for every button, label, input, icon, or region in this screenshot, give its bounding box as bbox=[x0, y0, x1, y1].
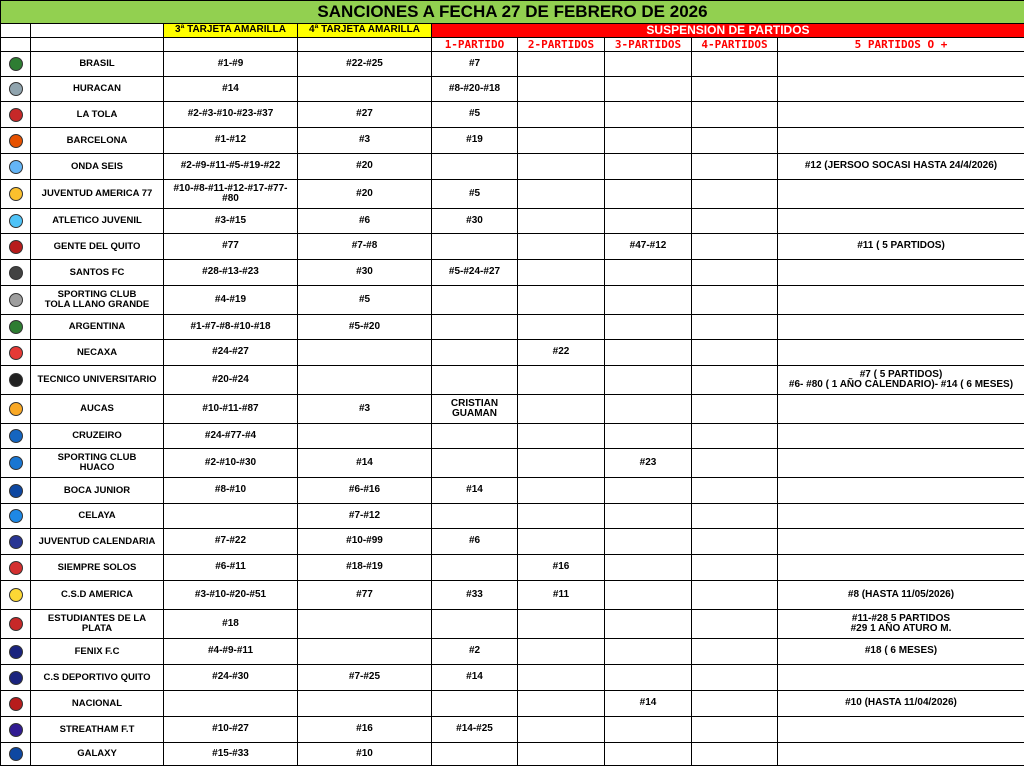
team-name: NECAXA bbox=[31, 340, 164, 366]
cell-p3 bbox=[605, 366, 692, 395]
team-crest-icon bbox=[9, 134, 23, 148]
team-name: SPORTING CLUB TOLA LLANO GRANDE bbox=[31, 286, 164, 315]
cell-p2 bbox=[518, 504, 605, 529]
cell-p1 bbox=[432, 286, 518, 315]
table-row bbox=[1, 340, 1024, 366]
cell-t4: #7-#8 bbox=[298, 234, 432, 260]
team-crest-icon bbox=[9, 535, 23, 549]
cell-t4: #10-#99 bbox=[298, 529, 432, 555]
cell-t4: #30 bbox=[298, 260, 432, 286]
table-row bbox=[1, 260, 1024, 286]
cell-p1 bbox=[432, 340, 518, 366]
cell-p4 bbox=[692, 581, 778, 610]
cell-t3: #8-#10 bbox=[164, 478, 298, 504]
cell-p2 bbox=[518, 102, 605, 128]
cell-t3: #1-#12 bbox=[164, 128, 298, 154]
cell-p5 bbox=[778, 180, 1024, 209]
cell-p3 bbox=[605, 154, 692, 180]
cell-p5 bbox=[778, 424, 1024, 449]
cell-p3: #23 bbox=[605, 449, 692, 478]
cell-p3 bbox=[605, 260, 692, 286]
cell-p3 bbox=[605, 529, 692, 555]
cell-t4: #10 bbox=[298, 743, 432, 766]
cell-p3: #47-#12 bbox=[605, 234, 692, 260]
header-4-partidos: 4-PARTIDOS bbox=[692, 38, 778, 52]
team-crest-icon bbox=[9, 645, 23, 659]
cell-p3 bbox=[605, 639, 692, 665]
table-row bbox=[1, 529, 1024, 555]
cell-p2 bbox=[518, 234, 605, 260]
team-name: LA TOLA bbox=[31, 102, 164, 128]
cell-p4 bbox=[692, 366, 778, 395]
cell-p3 bbox=[605, 504, 692, 529]
team-name: C.S DEPORTIVO QUITO bbox=[31, 665, 164, 691]
cell-t4 bbox=[298, 77, 432, 102]
header-1-partido: 1-PARTIDO bbox=[432, 38, 518, 52]
team-crest-icon bbox=[9, 617, 23, 631]
team-name: CRUZEIRO bbox=[31, 424, 164, 449]
cell-t3: #24-#77-#4 bbox=[164, 424, 298, 449]
cell-p3 bbox=[605, 128, 692, 154]
cell-p2 bbox=[518, 529, 605, 555]
cell-t4: #5-#20 bbox=[298, 315, 432, 340]
cell-t3: #20-#24 bbox=[164, 366, 298, 395]
team-crest-icon bbox=[9, 373, 23, 387]
team-name: SIEMPRE SOLOS bbox=[31, 555, 164, 581]
cell-p2 bbox=[518, 449, 605, 478]
team-name: CELAYA bbox=[31, 504, 164, 529]
team-crest-icon bbox=[9, 160, 23, 174]
cell-t4: #7-#25 bbox=[298, 665, 432, 691]
cell-p2 bbox=[518, 209, 605, 234]
cell-t4: #3 bbox=[298, 128, 432, 154]
cell-t4: #20 bbox=[298, 154, 432, 180]
team-name: AUCAS bbox=[31, 395, 164, 424]
cell-p1 bbox=[432, 691, 518, 717]
table-row bbox=[1, 717, 1024, 743]
cell-p4 bbox=[692, 180, 778, 209]
table-row bbox=[1, 639, 1024, 665]
table-row bbox=[1, 691, 1024, 717]
table-row bbox=[1, 209, 1024, 234]
cell-p1: #5-#24-#27 bbox=[432, 260, 518, 286]
cell-t3: #77 bbox=[164, 234, 298, 260]
cell-p5 bbox=[778, 77, 1024, 102]
cell-p3 bbox=[605, 478, 692, 504]
cell-p5 bbox=[778, 504, 1024, 529]
cell-t4 bbox=[298, 340, 432, 366]
cell-p5: #7 ( 5 PARTIDOS) #6- #80 ( 1 AÑO CALENDARIO)- #14 ( 6 MESES) bbox=[778, 366, 1024, 395]
cell-t3: #14 bbox=[164, 77, 298, 102]
cell-p1 bbox=[432, 449, 518, 478]
cell-p3: #14 bbox=[605, 691, 692, 717]
team-crest-icon bbox=[9, 82, 23, 96]
cell-p5 bbox=[778, 449, 1024, 478]
cell-p3 bbox=[605, 581, 692, 610]
cell-t4: #14 bbox=[298, 449, 432, 478]
cell-p2 bbox=[518, 154, 605, 180]
table-row bbox=[1, 504, 1024, 529]
cell-t4: #27 bbox=[298, 102, 432, 128]
cell-t4: #7-#12 bbox=[298, 504, 432, 529]
cell-p1: #5 bbox=[432, 180, 518, 209]
cell-p5 bbox=[778, 717, 1024, 743]
team-name: C.S.D AMERICA bbox=[31, 581, 164, 610]
table-row bbox=[1, 52, 1024, 77]
team-crest-icon bbox=[9, 747, 23, 761]
cell-p2 bbox=[518, 665, 605, 691]
cell-p3 bbox=[605, 717, 692, 743]
table-row bbox=[1, 665, 1024, 691]
cell-p1 bbox=[432, 366, 518, 395]
cell-t4: #5 bbox=[298, 286, 432, 315]
cell-t3: #24-#30 bbox=[164, 665, 298, 691]
cell-p4 bbox=[692, 154, 778, 180]
cell-t3: #10-#8-#11-#12-#17-#77-#80 bbox=[164, 180, 298, 209]
cell-p3 bbox=[605, 555, 692, 581]
table-row bbox=[1, 424, 1024, 449]
team-name: ARGENTINA bbox=[31, 315, 164, 340]
cell-p2: #16 bbox=[518, 555, 605, 581]
cell-p5 bbox=[778, 286, 1024, 315]
cell-p3 bbox=[605, 395, 692, 424]
cell-p1 bbox=[432, 610, 518, 639]
cell-p5: #11-#28 5 PARTIDOS #29 1 AÑO ATURO M. bbox=[778, 610, 1024, 639]
cell-p5 bbox=[778, 128, 1024, 154]
cell-p3 bbox=[605, 52, 692, 77]
team-crest-icon bbox=[9, 108, 23, 122]
cell-t3: #28-#13-#23 bbox=[164, 260, 298, 286]
table-row bbox=[1, 366, 1024, 395]
cell-t4: #20 bbox=[298, 180, 432, 209]
team-crest-icon bbox=[9, 240, 23, 254]
cell-t4: #6-#16 bbox=[298, 478, 432, 504]
cell-t4 bbox=[298, 639, 432, 665]
cell-t3: #6-#11 bbox=[164, 555, 298, 581]
cell-t4: #16 bbox=[298, 717, 432, 743]
cell-p2 bbox=[518, 610, 605, 639]
cell-p4 bbox=[692, 315, 778, 340]
team-crest-icon bbox=[9, 266, 23, 280]
cell-p1: CRISTIAN GUAMAN bbox=[432, 395, 518, 424]
table-row bbox=[1, 154, 1024, 180]
cell-p5: #18 ( 6 MESES) bbox=[778, 639, 1024, 665]
cell-p5 bbox=[778, 665, 1024, 691]
cell-p2 bbox=[518, 478, 605, 504]
cell-p2: #22 bbox=[518, 340, 605, 366]
cell-p2 bbox=[518, 717, 605, 743]
team-crest-icon bbox=[9, 456, 23, 470]
cell-p2 bbox=[518, 691, 605, 717]
cell-t3: #3-#15 bbox=[164, 209, 298, 234]
cell-p4 bbox=[692, 639, 778, 665]
table-row bbox=[1, 286, 1024, 315]
cell-p4 bbox=[692, 340, 778, 366]
cell-p4 bbox=[692, 717, 778, 743]
cell-t4: #3 bbox=[298, 395, 432, 424]
header-4th-yellow: 4ª TARJETA AMARILLA bbox=[298, 24, 432, 38]
cell-p5 bbox=[778, 395, 1024, 424]
cell-p1: #7 bbox=[432, 52, 518, 77]
table-row bbox=[1, 315, 1024, 340]
team-name: SPORTING CLUB HUACO bbox=[31, 449, 164, 478]
cell-t3: #4-#9-#11 bbox=[164, 639, 298, 665]
team-crest-icon bbox=[9, 214, 23, 228]
cell-p4 bbox=[692, 449, 778, 478]
cell-p2 bbox=[518, 128, 605, 154]
cell-p4 bbox=[692, 52, 778, 77]
cell-p4 bbox=[692, 260, 778, 286]
cell-p3 bbox=[605, 315, 692, 340]
cell-t4: #77 bbox=[298, 581, 432, 610]
table-row bbox=[1, 581, 1024, 610]
cell-p4 bbox=[692, 128, 778, 154]
cell-p5 bbox=[778, 315, 1024, 340]
cell-p1: #33 bbox=[432, 581, 518, 610]
cell-p4 bbox=[692, 478, 778, 504]
cell-p2 bbox=[518, 286, 605, 315]
team-name: GALAXY bbox=[31, 743, 164, 766]
cell-p1: #19 bbox=[432, 128, 518, 154]
team-crest-icon bbox=[9, 187, 23, 201]
cell-p1: #8-#20-#18 bbox=[432, 77, 518, 102]
table-row bbox=[1, 128, 1024, 154]
team-crest-icon bbox=[9, 509, 23, 523]
cell-t3: #3-#10-#20-#51 bbox=[164, 581, 298, 610]
cell-p5 bbox=[778, 555, 1024, 581]
table-row bbox=[1, 478, 1024, 504]
cell-p1: #30 bbox=[432, 209, 518, 234]
team-crest-icon bbox=[9, 57, 23, 71]
page-title: SANCIONES A FECHA 27 DE FEBRERO DE 2026 bbox=[1, 1, 1024, 24]
cell-p5 bbox=[778, 102, 1024, 128]
cell-t3: #4-#19 bbox=[164, 286, 298, 315]
cell-t3: #15-#33 bbox=[164, 743, 298, 766]
cell-p3 bbox=[605, 424, 692, 449]
team-name: FENIX F.C bbox=[31, 639, 164, 665]
team-name: TECNICO UNIVERSITARIO bbox=[31, 366, 164, 395]
cell-p4 bbox=[692, 395, 778, 424]
cell-p2 bbox=[518, 77, 605, 102]
cell-p4 bbox=[692, 555, 778, 581]
cell-p1: #14 bbox=[432, 665, 518, 691]
table-row bbox=[1, 180, 1024, 209]
team-crest-icon bbox=[9, 588, 23, 602]
cell-p3 bbox=[605, 340, 692, 366]
cell-t4 bbox=[298, 366, 432, 395]
cell-t4: #6 bbox=[298, 209, 432, 234]
cell-p1 bbox=[432, 154, 518, 180]
table-row bbox=[1, 234, 1024, 260]
cell-t4: #18-#19 bbox=[298, 555, 432, 581]
cell-t3: #7-#22 bbox=[164, 529, 298, 555]
cell-p4 bbox=[692, 424, 778, 449]
cell-t4 bbox=[298, 691, 432, 717]
team-name: JUVENTUD CALENDARIA bbox=[31, 529, 164, 555]
cell-t4 bbox=[298, 424, 432, 449]
cell-p5: #12 (JERSOO SOCASI HASTA 24/4/2026) bbox=[778, 154, 1024, 180]
table-row bbox=[1, 610, 1024, 639]
table-row bbox=[1, 77, 1024, 102]
team-crest-icon bbox=[9, 429, 23, 443]
table-row bbox=[1, 395, 1024, 424]
cell-p5 bbox=[778, 478, 1024, 504]
team-name: BARCELONA bbox=[31, 128, 164, 154]
cell-t4: #22-#25 bbox=[298, 52, 432, 77]
cell-p5: #10 (HASTA 11/04/2026) bbox=[778, 691, 1024, 717]
cell-p3 bbox=[605, 286, 692, 315]
team-crest-icon bbox=[9, 697, 23, 711]
cell-p2 bbox=[518, 315, 605, 340]
cell-t3: #10-#27 bbox=[164, 717, 298, 743]
cell-t3: #1-#7-#8-#10-#18 bbox=[164, 315, 298, 340]
cell-t3 bbox=[164, 504, 298, 529]
cell-p1 bbox=[432, 315, 518, 340]
cell-p4 bbox=[692, 234, 778, 260]
team-crest-icon bbox=[9, 484, 23, 498]
cell-t3: #1-#9 bbox=[164, 52, 298, 77]
header-suspension: SUSPENSION DE PARTIDOS bbox=[432, 24, 1024, 38]
cell-p4 bbox=[692, 102, 778, 128]
cell-t3: #10-#11-#87 bbox=[164, 395, 298, 424]
team-crest-icon bbox=[9, 402, 23, 416]
header-5-partidos: 5 PARTIDOS O + bbox=[778, 38, 1024, 52]
cell-p3 bbox=[605, 209, 692, 234]
team-name: ATLETICO JUVENIL bbox=[31, 209, 164, 234]
cell-p1: #6 bbox=[432, 529, 518, 555]
team-name: BOCA JUNIOR bbox=[31, 478, 164, 504]
header-3rd-yellow: 3ª TARJETA AMARILLA bbox=[164, 24, 298, 38]
cell-p4 bbox=[692, 529, 778, 555]
cell-p3 bbox=[605, 610, 692, 639]
team-name: NACIONAL bbox=[31, 691, 164, 717]
cell-p1: #14-#25 bbox=[432, 717, 518, 743]
cell-p5 bbox=[778, 260, 1024, 286]
cell-p2 bbox=[518, 260, 605, 286]
cell-p5 bbox=[778, 52, 1024, 77]
team-crest-icon bbox=[9, 561, 23, 575]
cell-p2 bbox=[518, 180, 605, 209]
cell-p5: #11 ( 5 PARTIDOS) bbox=[778, 234, 1024, 260]
cell-p1: #5 bbox=[432, 102, 518, 128]
team-name: JUVENTUD AMERICA 77 bbox=[31, 180, 164, 209]
cell-p3 bbox=[605, 180, 692, 209]
cell-p4 bbox=[692, 610, 778, 639]
cell-p1 bbox=[432, 555, 518, 581]
cell-p5 bbox=[778, 340, 1024, 366]
cell-p1 bbox=[432, 234, 518, 260]
cell-p1: #2 bbox=[432, 639, 518, 665]
team-crest-icon bbox=[9, 346, 23, 360]
team-name: SANTOS FC bbox=[31, 260, 164, 286]
cell-p1 bbox=[432, 424, 518, 449]
cell-p4 bbox=[692, 77, 778, 102]
cell-t4 bbox=[298, 610, 432, 639]
cell-t3: #18 bbox=[164, 610, 298, 639]
team-crest-icon bbox=[9, 320, 23, 334]
cell-p4 bbox=[692, 691, 778, 717]
table-row bbox=[1, 449, 1024, 478]
cell-p4 bbox=[692, 209, 778, 234]
cell-p5 bbox=[778, 529, 1024, 555]
cell-t3: #2-#3-#10-#23-#37 bbox=[164, 102, 298, 128]
cell-p2: #11 bbox=[518, 581, 605, 610]
cell-p2 bbox=[518, 424, 605, 449]
team-name: ESTUDIANTES DE LA PLATA bbox=[31, 610, 164, 639]
cell-p2 bbox=[518, 366, 605, 395]
cell-p2 bbox=[518, 639, 605, 665]
cell-p2 bbox=[518, 395, 605, 424]
team-crest-icon bbox=[9, 671, 23, 685]
cell-t3 bbox=[164, 691, 298, 717]
cell-p4 bbox=[692, 665, 778, 691]
team-name: ONDA SEIS bbox=[31, 154, 164, 180]
cell-t3: #2-#10-#30 bbox=[164, 449, 298, 478]
team-crest-icon bbox=[9, 293, 23, 307]
team-name: STREATHAM F.T bbox=[31, 717, 164, 743]
table-body bbox=[1, 52, 1024, 766]
cell-t3: #24-#27 bbox=[164, 340, 298, 366]
cell-p3 bbox=[605, 102, 692, 128]
cell-p1 bbox=[432, 504, 518, 529]
cell-p4 bbox=[692, 286, 778, 315]
team-name: GENTE DEL QUITO bbox=[31, 234, 164, 260]
cell-p5: #8 (HASTA 11/05/2026) bbox=[778, 581, 1024, 610]
cell-p4 bbox=[692, 504, 778, 529]
team-name: BRASIL bbox=[31, 52, 164, 77]
cell-p3 bbox=[605, 665, 692, 691]
header-2-partidos: 2-PARTIDOS bbox=[518, 38, 605, 52]
team-name: HURACAN bbox=[31, 77, 164, 102]
cell-p3 bbox=[605, 77, 692, 102]
header-3-partidos: 3-PARTIDOS bbox=[605, 38, 692, 52]
cell-p5 bbox=[778, 209, 1024, 234]
table-row bbox=[1, 555, 1024, 581]
team-crest-icon bbox=[9, 723, 23, 737]
cell-t3: #2-#9-#11-#5-#19-#22 bbox=[164, 154, 298, 180]
table-row bbox=[1, 102, 1024, 128]
cell-p1: #14 bbox=[432, 478, 518, 504]
cell-p2 bbox=[518, 52, 605, 77]
